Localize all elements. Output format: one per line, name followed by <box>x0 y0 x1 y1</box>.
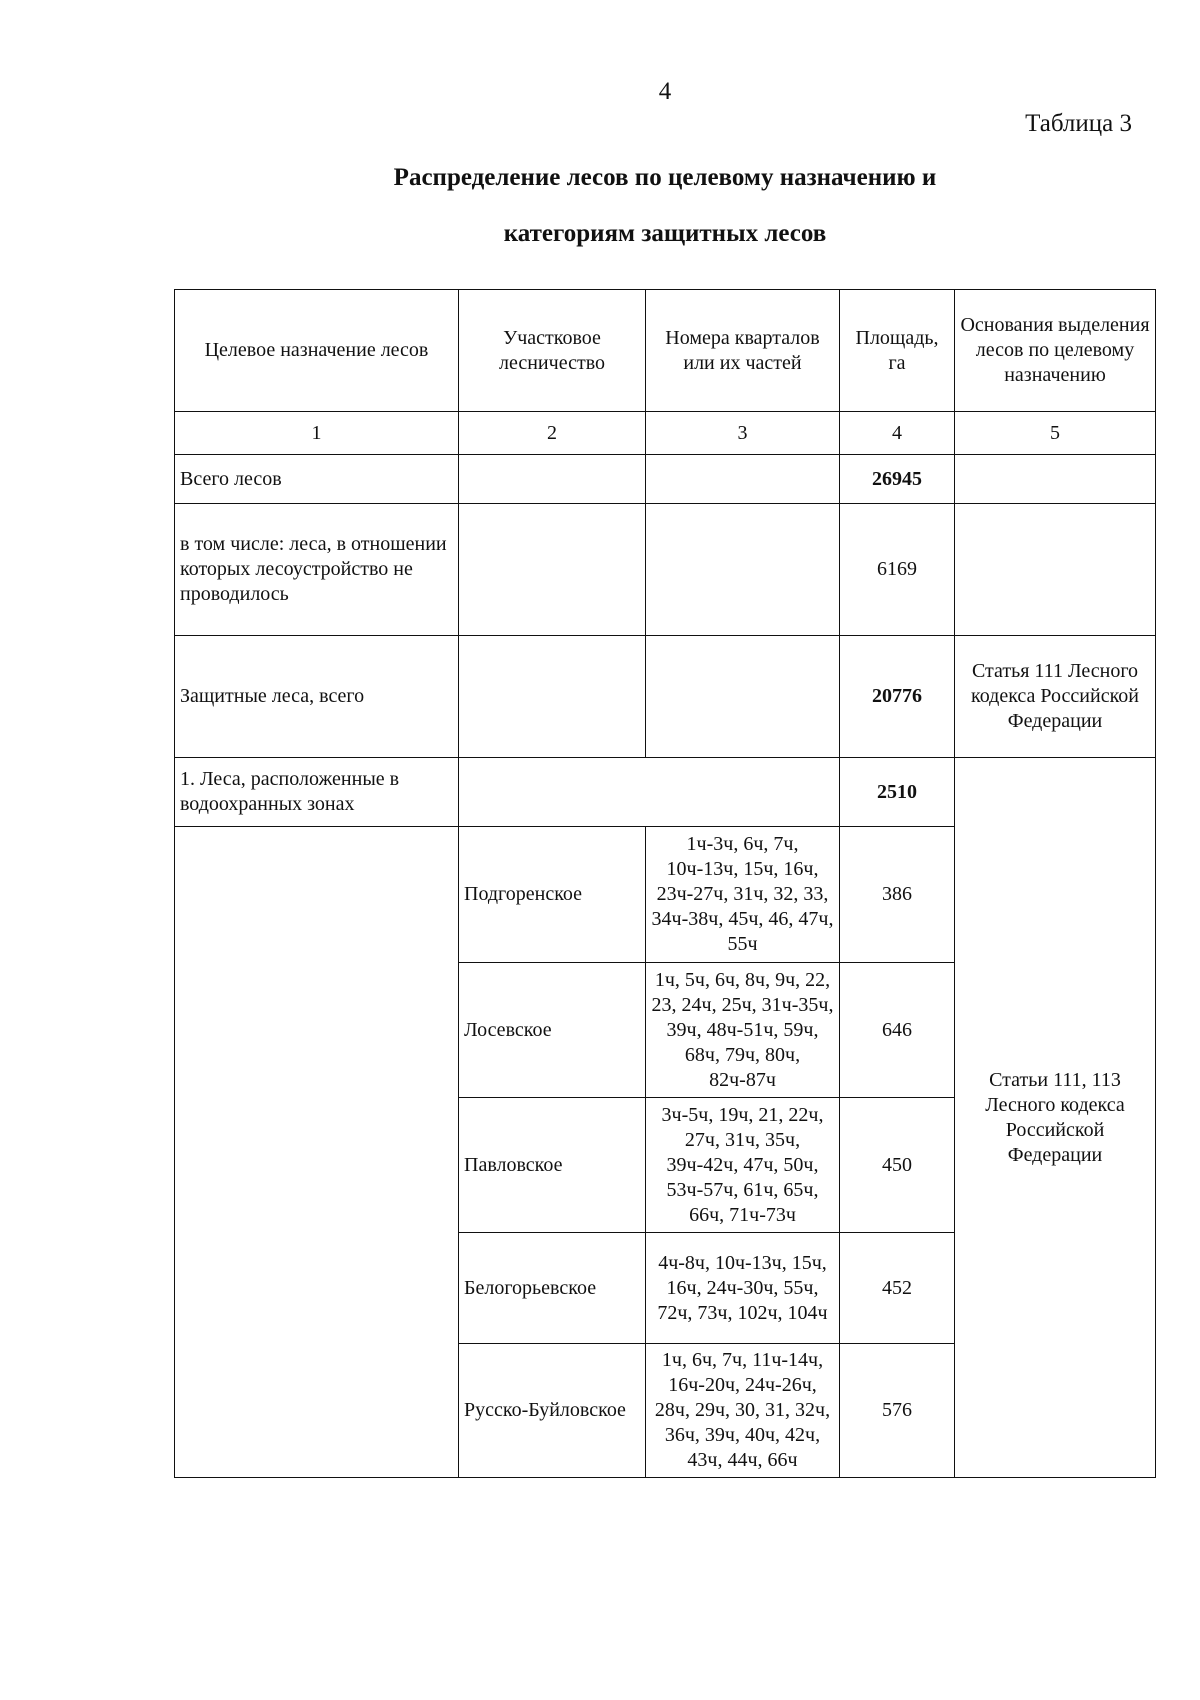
forestry-quarters: 3ч-5ч, 19ч, 21, 22ч, 27ч, 31ч, 35ч, 39ч-42ч, 47ч, 50ч, 53ч-57ч, 61ч, 65ч, 66ч, 71ч-73ч <box>646 1098 840 1233</box>
header-area: Площадь, га <box>840 290 955 412</box>
empty-cell <box>646 455 840 504</box>
header-basis: Основания выделения лесов по целевому назначению <box>955 290 1156 412</box>
forestry-area: 646 <box>840 963 955 1098</box>
empty-cell <box>459 636 646 758</box>
forestry-area: 386 <box>840 827 955 963</box>
forestry-quarters: 1ч, 6ч, 7ч, 11ч-14ч, 16ч-20ч, 24ч-26ч, 28ч, 29ч, 30, 31, 32ч, 36ч, 39ч, 40ч, 42ч, 43ч, 44ч, 66ч <box>646 1344 840 1478</box>
empty-cell <box>646 636 840 758</box>
column-number: 1 <box>175 412 459 455</box>
forestry-quarters: 4ч-8ч, 10ч-13ч, 15ч, 16ч, 24ч-30ч, 55ч, 72ч, 73ч, 102ч, 104ч <box>646 1233 840 1344</box>
water-zones-area: 2510 <box>840 758 955 827</box>
no-survey-label: в том числе: леса, в отношении которых лесоустройство не проводилось <box>175 504 459 636</box>
protective-label: Защитные леса, всего <box>175 636 459 758</box>
forestry-quarters: 1ч-3ч, 6ч, 7ч, 10ч-13ч, 15ч, 16ч, 23ч-27ч, 31ч, 32, 33, 34ч-38ч, 45ч, 46, 47ч, 55ч <box>646 827 840 963</box>
header-purpose: Целевое назначение лесов <box>175 290 459 412</box>
empty-cell <box>459 758 840 827</box>
protective-area: 20776 <box>840 636 955 758</box>
water-zones-row <box>175 758 1156 827</box>
title-line-1: Распределение лесов по целевому назначению и <box>393 164 937 191</box>
column-number: 4 <box>840 412 955 455</box>
header-quarters: Номера кварталов или их частей <box>646 290 840 412</box>
forestry-area: 452 <box>840 1233 955 1344</box>
protective-forests-row <box>175 636 1156 758</box>
column-number: 3 <box>646 412 840 455</box>
total-label: Всего лесов <box>175 455 459 504</box>
forestry-quarters: 1ч, 5ч, 6ч, 8ч, 9ч, 22, 23, 24ч, 25ч, 31ч-35ч, 39ч, 48ч-51ч, 59ч, 68ч, 79ч, 80ч, 82ч-87ч <box>646 963 840 1098</box>
empty-cell <box>646 504 840 636</box>
water-zones-label: 1. Леса, расположенные в водоохранных зонах <box>175 758 459 827</box>
page-number: 4 <box>658 78 672 105</box>
protective-basis: Статья 111 Лесного кодекса Российской Федерации <box>955 636 1156 758</box>
column-number: 2 <box>459 412 646 455</box>
forestry-area: 576 <box>840 1344 955 1478</box>
empty-cell <box>459 504 646 636</box>
total-area: 26945 <box>840 455 955 504</box>
table-header-row <box>175 290 1156 412</box>
title-line-2: категориям защитных лесов <box>503 220 827 247</box>
forestry-name: Павловское <box>459 1098 646 1233</box>
table-label: Таблица 3 <box>1025 110 1132 137</box>
column-number-row <box>175 412 1156 455</box>
forestry-name: Белогорьевское <box>459 1233 646 1344</box>
empty-cell <box>955 504 1156 636</box>
empty-cell <box>175 827 459 1478</box>
no-survey-row <box>175 504 1156 636</box>
forestry-name: Русско-Буйловское <box>459 1344 646 1478</box>
no-survey-area: 6169 <box>840 504 955 636</box>
header-forestry: Участковое лесничество <box>459 290 646 412</box>
water-zones-basis: Статьи 111, 113 Лесного кодекса Российской Федерации <box>955 758 1156 1478</box>
forestry-area: 450 <box>840 1098 955 1233</box>
forestry-name: Подгоренское <box>459 827 646 963</box>
forest-distribution-table <box>174 289 1156 1478</box>
empty-cell <box>459 455 646 504</box>
column-number: 5 <box>955 412 1156 455</box>
empty-cell <box>955 455 1156 504</box>
forestry-name: Лосевское <box>459 963 646 1098</box>
document-title <box>0 150 1200 262</box>
total-forests-row <box>175 455 1156 504</box>
